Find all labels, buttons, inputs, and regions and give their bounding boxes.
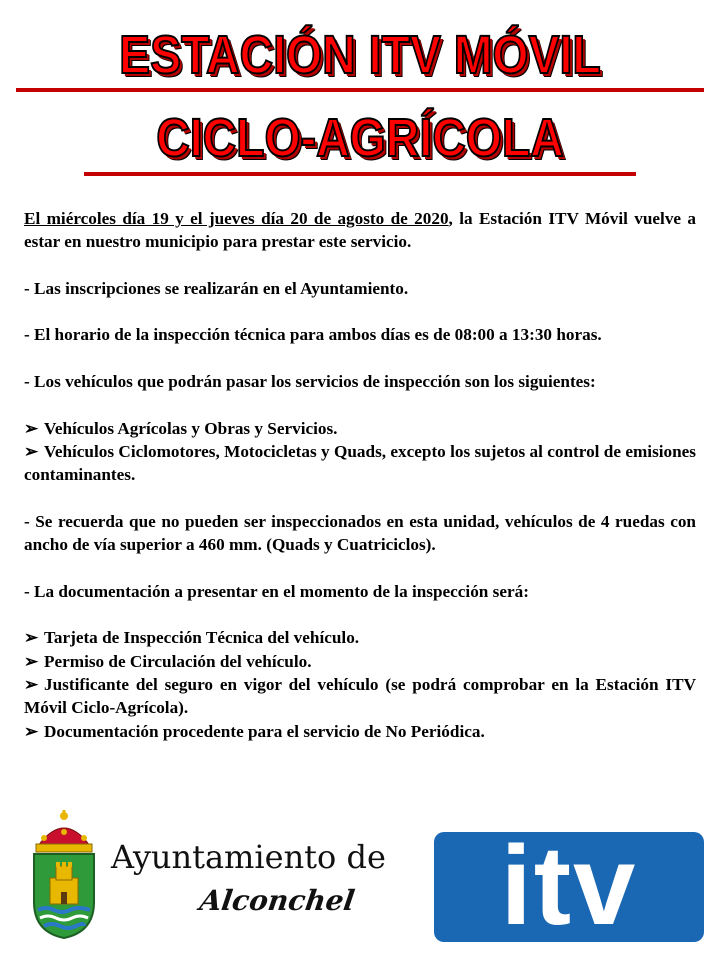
crown-icon <box>36 810 92 852</box>
schedule-paragraph: - El horario de la inspección técnica para ambos días es de 08:00 a 13:30 horas. <box>24 325 602 345</box>
bullet-arrow-icon: ➢ <box>24 651 39 671</box>
coat-of-arms-icon <box>26 810 102 940</box>
intro-paragraph <box>24 207 696 254</box>
title-underline-2 <box>84 172 636 176</box>
bullet-arrow-icon: ➢ <box>24 674 39 694</box>
doc-item: ➢ Documentación procedente para el servicio de No Periódica. <box>24 720 696 743</box>
vehicle-item: ➢ Vehículos Agrícolas y Obras y Servicios. <box>24 417 696 440</box>
inscriptions-paragraph: - Las inscripciones se realizarán en el Ayuntamiento. <box>24 278 409 298</box>
itv-logo <box>434 823 704 948</box>
bullet-arrow-icon: ➢ <box>24 418 39 438</box>
town-name: Alconchel <box>197 884 357 917</box>
vehicles-intro: - Los vehículos que podrán pasar los servicios de inspección son los siguientes: <box>24 372 596 392</box>
title-line-1: ESTACIÓN ITV MÓVIL <box>119 25 601 85</box>
reminder-paragraph: - Se recuerda que no pueden ser inspeccionados en esta unidad, vehículos de 4 ruedas con ancho de vía superior a 460 mm. (Quads y Cuatriciclos). <box>24 511 696 555</box>
town-hall-name: Ayuntamiento de <box>111 838 386 876</box>
title-underline-1 <box>16 88 704 92</box>
doc-item: ➢ Justificante del seguro en vigor del vehículo (se podrá comprobar en la Estación ITV Móvil Ciclo-Agrícola). <box>24 674 696 718</box>
itv-logo-text: itv <box>500 823 638 948</box>
docs-intro: - La documentación a presentar en el momento de la inspección será: <box>24 581 529 601</box>
bullet-arrow-icon: ➢ <box>24 441 39 461</box>
intro-text: , la Estación ITV Móvil vuelve a estar en nuestro municipio para prestar este servicio. <box>24 209 697 252</box>
title-line-2: CICLO-AGRÍCOLA <box>156 108 564 168</box>
bullet-arrow-icon: ➢ <box>24 628 39 648</box>
intro-dates: El miércoles día 19 y el jueves día 20 de agosto de 2020 <box>24 209 449 228</box>
bullet-arrow-icon: ➢ <box>24 721 39 741</box>
doc-item: ➢ Permiso de Circulación del vehículo. <box>24 650 696 673</box>
vehicle-item: ➢ Vehículos Ciclomotores, Motocicletas y Quads, excepto los sujetos al control de emisiones contaminantes. <box>24 441 696 485</box>
notice-body <box>24 207 696 743</box>
doc-item: ➢ Tarjeta de Inspección Técnica del vehículo. <box>24 626 696 649</box>
